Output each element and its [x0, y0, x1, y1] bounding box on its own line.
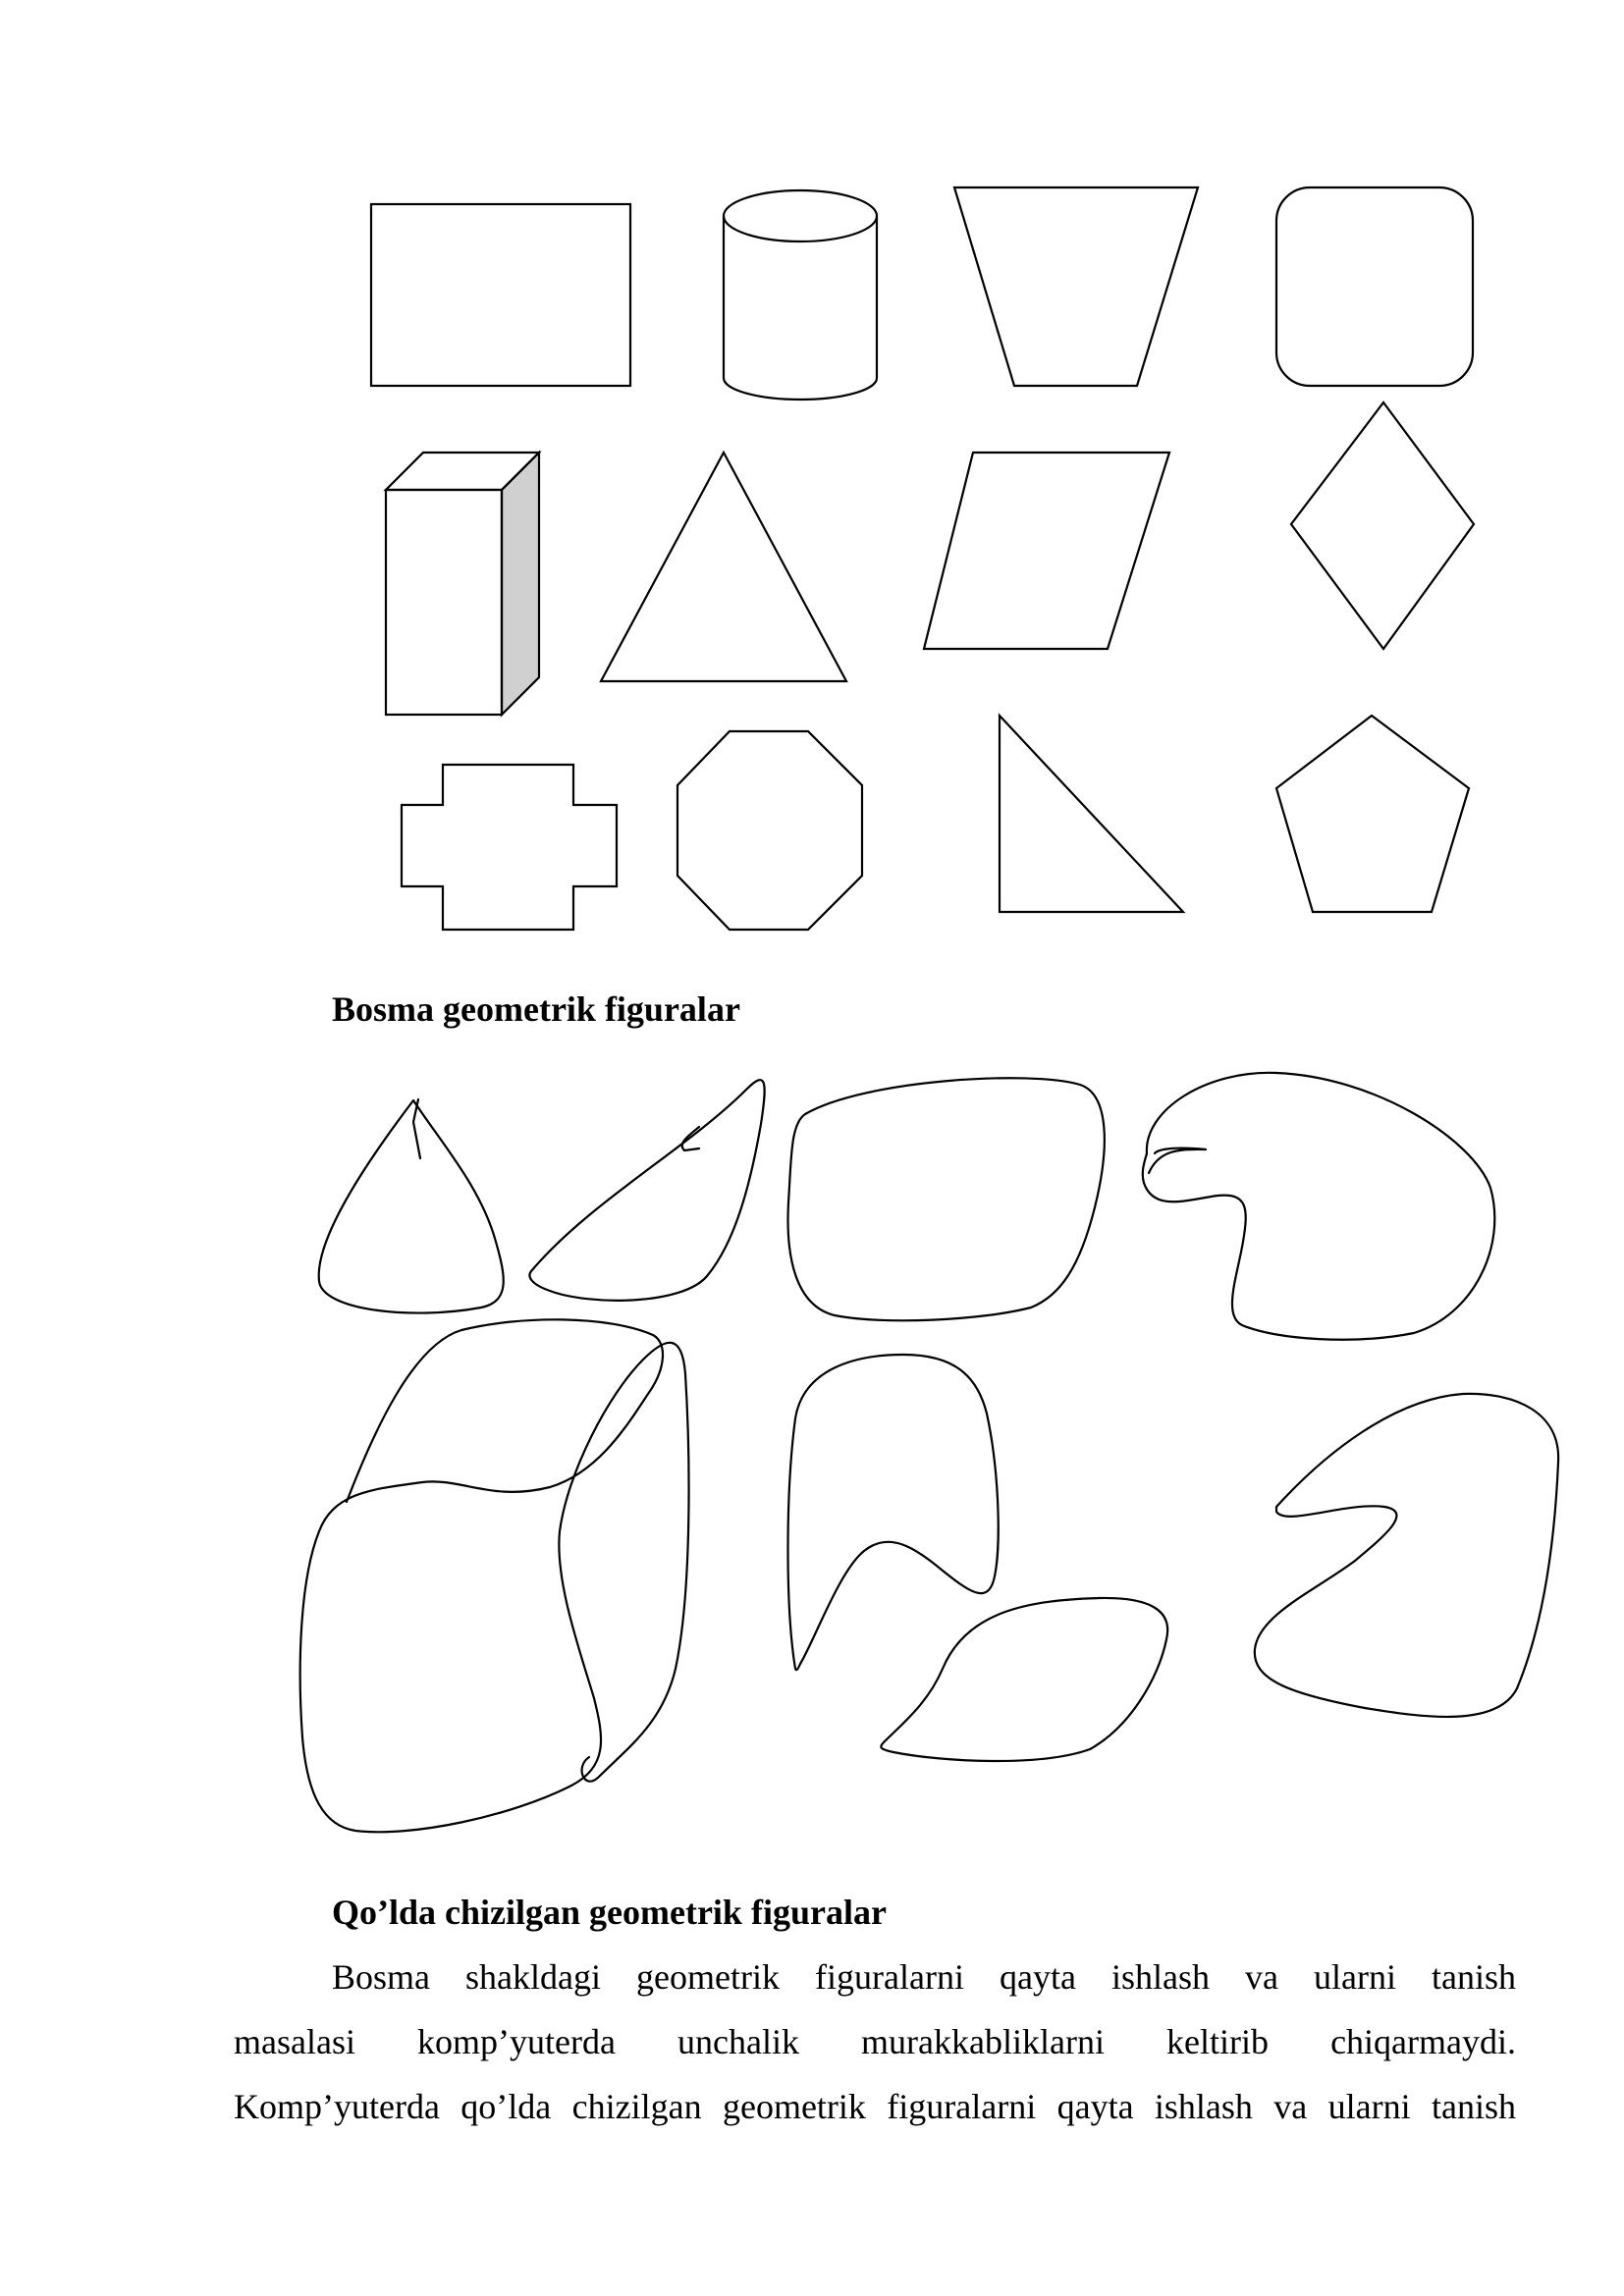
printed-figures-caption: Bosma geometrik figuralar: [332, 989, 740, 1029]
handdrawn-cone: [319, 1099, 504, 1313]
handdrawn-leaf: [881, 1598, 1167, 1761]
printed-cross: [402, 765, 617, 930]
printed-cylinder: [724, 190, 877, 400]
handdrawn-figures-caption: Qo’lda chizilgan geometrik figuralar: [332, 1893, 887, 1932]
handdrawn-bent-arch: [788, 1355, 999, 1670]
printed-rectangle: [371, 204, 630, 386]
handdrawn-rounded-square: [788, 1078, 1105, 1320]
handdrawn-pacman-large: [1255, 1394, 1558, 1717]
handdrawn-pacman: [1143, 1073, 1495, 1340]
handdrawn-cube: [300, 1319, 689, 1832]
printed-trapezoid: [954, 187, 1198, 386]
printed-rhombus: [1291, 402, 1474, 649]
printed-pentagon: [1276, 716, 1469, 912]
printed-box: [386, 453, 539, 715]
paragraph-line-3: Komp’yuterda qo’lda chizilgan geometrik figuralarni qayta ishlash va ularni tanish: [234, 2087, 1516, 2126]
printed-rounded-rectangle: [1276, 187, 1473, 386]
printed-octagon: [677, 731, 862, 930]
paragraph-line-1: Bosma shakldagi geometrik figuralarni qayta ishlash va ularni tanish: [332, 1957, 1516, 1997]
printed-right-triangle: [1000, 716, 1183, 912]
handdrawn-triangle: [529, 1080, 764, 1301]
printed-parallelogram: [924, 453, 1169, 649]
paragraph-line-2: masalasi komp’yuterda unchalik murakkabliklarni keltirib chiqarmaydi.: [234, 2022, 1516, 2061]
printed-triangle: [601, 453, 846, 681]
